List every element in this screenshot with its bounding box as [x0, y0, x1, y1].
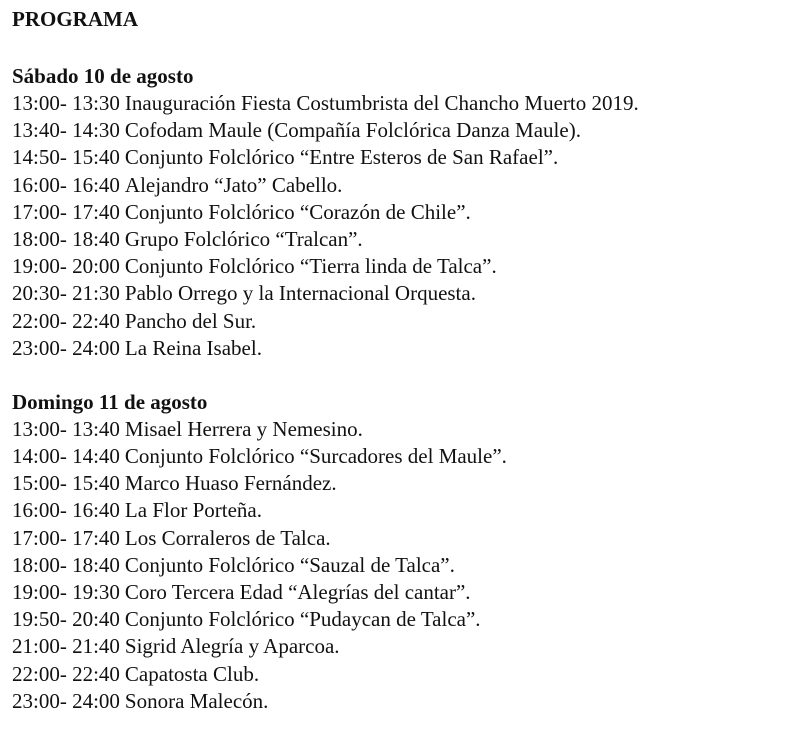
entry-time: 14:00- 14:40	[12, 444, 120, 469]
schedule-entry	[12, 525, 792, 552]
entry-description: Misael Herrera y Nemesino.	[124, 416, 363, 441]
entry-description: Marco Huaso Fernández.	[124, 471, 337, 496]
entry-description: Conjunto Folclórico “Tierra linda de Talca”.	[124, 254, 497, 279]
schedule-entry	[12, 199, 792, 226]
entry-description: La Reina Isabel.	[124, 335, 262, 360]
page-title: PROGRAMA	[12, 7, 138, 31]
program-document	[12, 6, 792, 715]
entry-time: 22:00- 22:40	[12, 308, 120, 333]
entry-description: Conjunto Folclórico “Pudaycan de Talca”.	[124, 607, 481, 632]
entry-time: 17:00- 17:40	[12, 199, 120, 224]
schedule-entry	[12, 90, 792, 117]
entry-description: Pablo Orrego y la Internacional Orquesta.	[124, 281, 476, 306]
entry-time: 22:00- 22:40	[12, 661, 120, 686]
schedule-entry	[12, 280, 792, 307]
schedule-entry	[12, 688, 792, 715]
schedule-entry	[12, 606, 792, 633]
entry-description: Inauguración Fiesta Costumbrista del Chancho Muerto 2019.	[124, 91, 639, 115]
entry-description: Pancho del Sur.	[124, 308, 257, 333]
schedule-entry	[12, 633, 792, 660]
entry-time: 23:00- 24:00	[12, 688, 120, 713]
day-section	[12, 389, 792, 715]
schedule-entry	[12, 226, 792, 253]
schedule-list	[12, 90, 792, 362]
schedule-entry	[12, 661, 792, 688]
entry-time: 19:00- 20:00	[12, 254, 120, 279]
entry-description: Conjunto Folclórico “Entre Esteros de San Rafael”.	[124, 145, 559, 170]
entry-description: Los Corraleros de Talca.	[124, 525, 331, 550]
entry-description: Conjunto Folclórico “Sauzal de Talca”.	[124, 552, 455, 577]
entry-description: La Flor Porteña.	[124, 498, 262, 523]
schedule-entry	[12, 144, 792, 171]
entry-time: 19:50- 20:40	[12, 607, 120, 632]
entry-time: 23:00- 24:00	[12, 335, 120, 360]
entry-description: Capatosta Club.	[124, 661, 260, 686]
schedule-entry	[12, 172, 792, 199]
schedule-entry	[12, 335, 792, 362]
schedule-entry	[12, 117, 792, 144]
entry-time: 13:00- 13:40	[12, 416, 120, 441]
entry-time: 18:00- 18:40	[12, 226, 120, 251]
entry-time: 20:30- 21:30	[12, 281, 120, 306]
entry-time: 15:00- 15:40	[12, 471, 120, 496]
day-heading: Domingo 11 de agosto	[12, 389, 208, 414]
entry-time: 19:00- 19:30	[12, 580, 120, 604]
schedule-entry	[12, 497, 792, 524]
entry-description: Conjunto Folclórico “Corazón de Chile”.	[124, 199, 471, 224]
entry-description: Grupo Folclórico “Tralcan”.	[124, 226, 363, 251]
schedule-list	[12, 416, 792, 715]
entry-time: 14:50- 15:40	[12, 145, 120, 170]
entry-description: Coro Tercera Edad “Alegrías del cantar”.	[124, 580, 471, 604]
schedule-entry	[12, 253, 792, 280]
entry-time: 16:00- 16:40	[12, 172, 120, 197]
schedule-entry	[12, 308, 792, 335]
entry-description: Alejandro “Jato” Cabello.	[124, 172, 343, 197]
entry-description: Cofodam Maule (Compañía Folclórica Danza Maule).	[124, 118, 581, 143]
schedule-entry	[12, 443, 792, 470]
day-section	[12, 63, 792, 362]
day-heading: Sábado 10 de agosto	[12, 64, 194, 88]
entry-time: 18:00- 18:40	[12, 552, 120, 577]
schedule-entry	[12, 552, 792, 579]
entry-time: 13:40- 14:30	[12, 118, 120, 143]
program-days	[12, 63, 792, 715]
entry-description: Conjunto Folclórico “Surcadores del Maule”.	[124, 444, 507, 469]
entry-description: Sonora Malecón.	[124, 688, 269, 713]
schedule-entry	[12, 416, 792, 443]
entry-time: 16:00- 16:40	[12, 498, 120, 523]
schedule-entry	[12, 579, 792, 606]
entry-time: 21:00- 21:40	[12, 634, 120, 659]
schedule-entry	[12, 470, 792, 497]
entry-time: 13:00- 13:30	[12, 91, 120, 115]
entry-time: 17:00- 17:40	[12, 525, 120, 550]
entry-description: Sigrid Alegría y Aparcoa.	[124, 634, 340, 659]
